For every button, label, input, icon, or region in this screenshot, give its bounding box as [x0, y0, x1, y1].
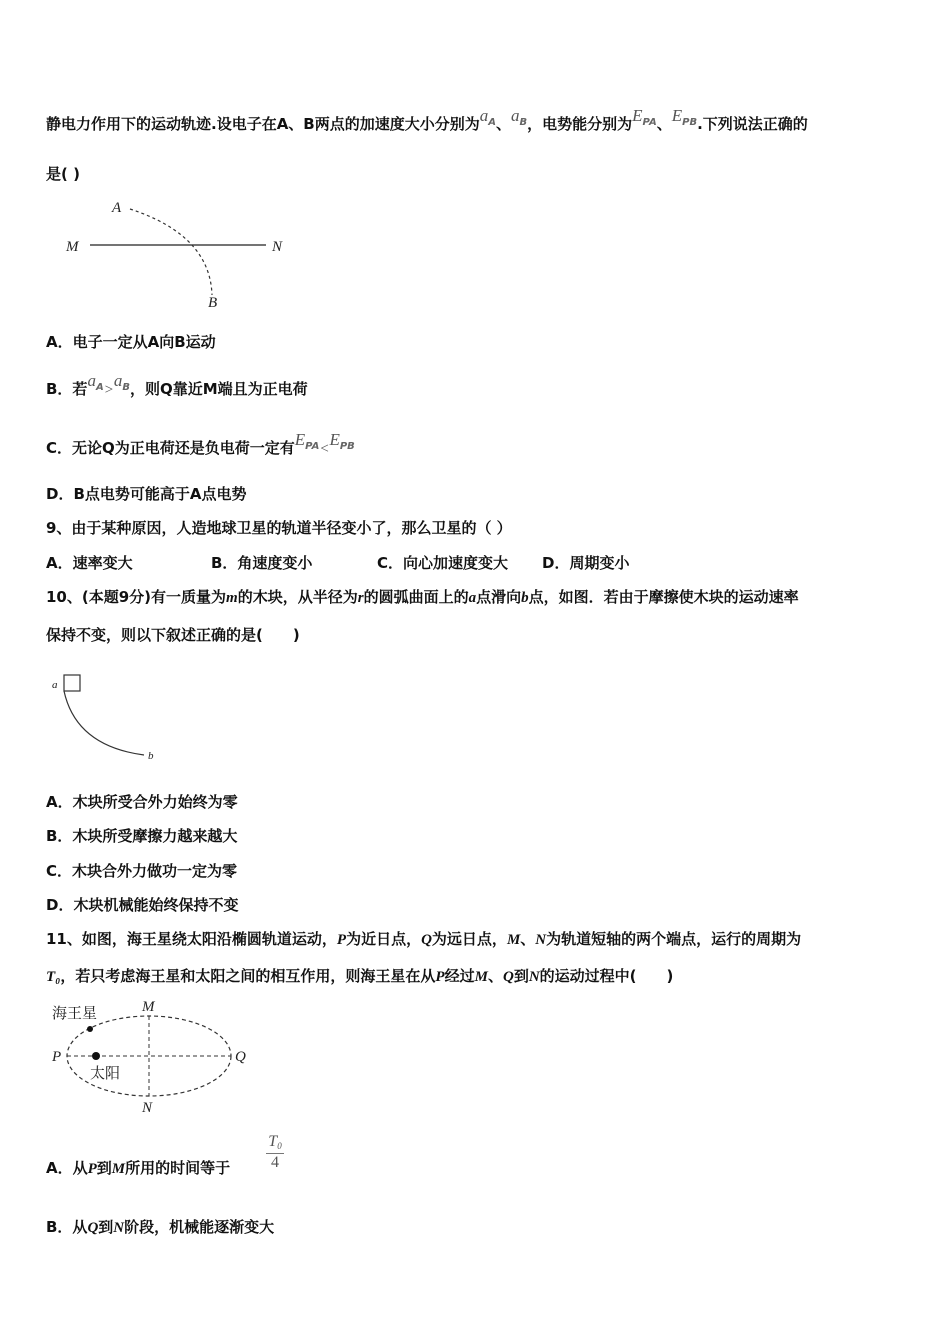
label-Q: Q: [235, 1049, 246, 1065]
q9-option-d: D．周期变小: [542, 554, 630, 572]
fraction-t0-over-4: T0 4: [264, 1133, 286, 1172]
label-A: A: [112, 200, 122, 216]
q11-option-a: A．从P到M所用的时间等于: [46, 1159, 231, 1177]
sun-dot: [92, 1052, 100, 1060]
label-P: P: [52, 1049, 62, 1065]
q8-stem-line2: 是( ): [46, 165, 80, 183]
q10-option-d: D．木块机械能始终保持不变: [46, 896, 239, 914]
neptune-dot: [87, 1026, 93, 1032]
q9-options: [46, 553, 629, 573]
label-M: M: [142, 999, 155, 1015]
q8-figure: [60, 195, 300, 313]
q11-stem-line1: 11、如图，海王星绕太阳沿椭圆轨道运动，P为近日点，Q为远日点，M、N为轨道短轴的两个端点，运行的周期为: [46, 930, 802, 948]
q8-option-c: C．无论Q为正电荷还是负电荷一定有$E_{PA}<E_{PB}$: [46, 430, 355, 457]
label-neptune: 海王星: [52, 1006, 98, 1022]
q8-stem-line1: 静电力作用下的运动轨迹.设电子在A、B两点的加速度大小分别为$a_A$、$a_B$，电势能分别为$E_{PA}$、$E_{PB}$.下列说法正确的: [46, 106, 808, 133]
q11-orbit-figure: [46, 996, 266, 1118]
q10-option-c: C．木块合外力做功一定为零: [46, 862, 238, 880]
q10-option-b: B．木块所受摩擦力越来越大: [46, 827, 238, 845]
q10-stem-line1: 10、(本题9分)有一质量为m的木块，从半径为r的圆弧曲面上的a点滑向b点，如图．若由于摩擦使木块的运动速率: [46, 588, 799, 606]
q10-option-a: A．木块所受合外力始终为零: [46, 793, 238, 811]
label-b: b: [148, 750, 154, 762]
label-M: M: [66, 239, 79, 255]
label-B: B: [208, 295, 218, 311]
q10-figure: [46, 668, 176, 768]
wooden-block: [64, 675, 80, 691]
q9-option-c: C．向心加速度变大: [377, 554, 509, 572]
q11-stem-line2: T₀，若只考虑海王星和太阳之间的相互作用，则海王星在从P经过M、Q到N的运动过程中( ): [46, 967, 674, 985]
q9-option-a: A．速率变大: [46, 554, 133, 572]
q8-option-d: D．B点电势可能高于A点电势: [46, 485, 247, 503]
label-sun: 太阳: [90, 1066, 121, 1082]
arc-surface: [64, 691, 144, 755]
label-N: N: [272, 239, 283, 255]
trajectory-arc: [130, 209, 212, 295]
label-a: a: [52, 679, 58, 691]
q8-option-a: A．电子一定从A向B运动: [46, 333, 216, 351]
q11-option-b: B．从Q到N阶段，机械能逐渐变大: [46, 1218, 275, 1236]
q10-stem-line2: 保持不变，则以下叙述正确的是( ): [46, 626, 300, 644]
q9-stem: 9、由于某种原因，人造地球卫星的轨道半径变小了，那么卫星的（ ）: [46, 519, 512, 537]
q8-option-b: B．若$a_A>a_B$，则Q靠近M端且为正电荷: [46, 371, 308, 398]
q9-option-b: B．角速度变小: [211, 554, 313, 572]
label-N: N: [142, 1100, 153, 1116]
